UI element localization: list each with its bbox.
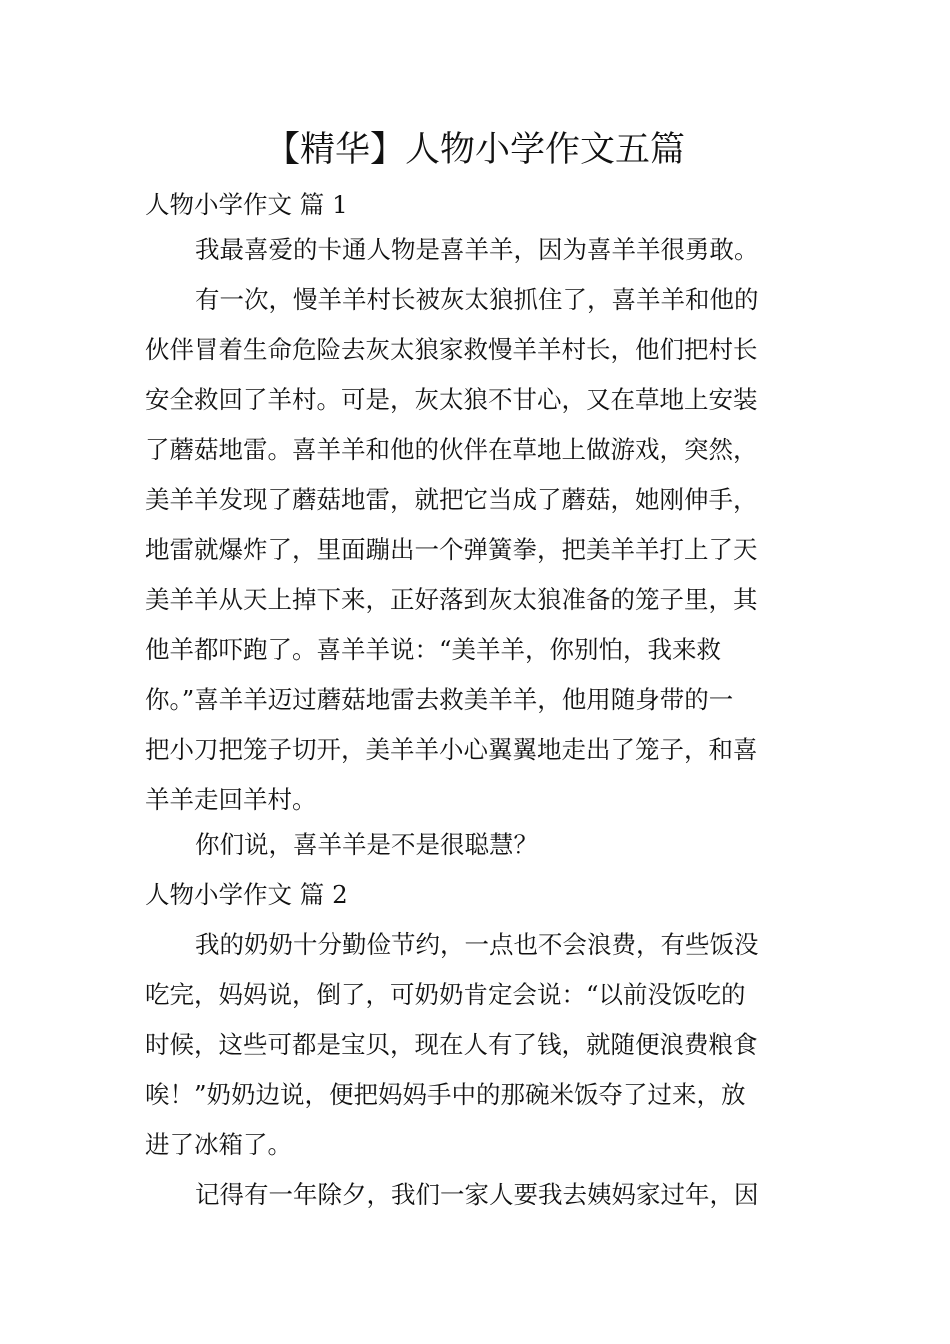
paragraph-line: 有一次，慢羊羊村长被灰太狼抓住了，喜羊羊和他的 [195, 285, 759, 314]
paragraph-line: 他羊都吓跑了。喜羊羊说：“美羊羊，你别怕，我来救 [145, 635, 722, 664]
paragraph-line: 羊羊走回羊村。 [145, 785, 317, 814]
paragraph-line: 时候，这些可都是宝贝，现在人有了钱，就随便浪费粮食 [145, 1030, 758, 1059]
paragraph-line: 你。”喜羊羊迈过蘑菇地雷去救美羊羊，他用随身带的一 [145, 685, 734, 714]
paragraph-line: 你们说，喜羊羊是不是很聪慧？ [195, 830, 538, 859]
paragraph-line: 了蘑菇地雷。喜羊羊和他的伙伴在草地上做游戏，突然， [145, 435, 758, 464]
paragraph-line: 伙伴冒着生命危险去灰太狼家救慢羊羊村长，他们把村长 [145, 335, 758, 364]
paragraph-line: 我最喜爱的卡通人物是喜羊羊，因为喜羊羊很勇敢。 [195, 235, 759, 264]
paragraph-line: 地雷就爆炸了，里面蹦出一个弹簧拳，把美羊羊打上了天 [145, 535, 758, 564]
paragraph-line: 吃完，妈妈说，倒了，可奶奶肯定会说：“以前没饭吃的 [145, 980, 746, 1009]
paragraph-line: 安全救回了羊村。可是，灰太狼不甘心，又在草地上安装 [145, 385, 758, 414]
paragraph-line: 美羊羊发现了蘑菇地雷，就把它当成了蘑菇，她刚伸手， [145, 485, 758, 514]
paragraph-line: 唉！”奶奶边说，便把妈妈手中的那碗米饭夺了过来，放 [145, 1080, 746, 1109]
section-heading-1: 人物小学作文 篇 1 [145, 190, 348, 219]
paragraph-line: 记得有一年除夕，我们一家人要我去姨妈家过年，因 [195, 1180, 759, 1209]
paragraph-line: 美羊羊从天上掉下来，正好落到灰太狼准备的笼子里，其 [145, 585, 758, 614]
paragraph-line: 进了冰箱了。 [145, 1130, 292, 1159]
section-heading-2: 人物小学作文 篇 2 [145, 880, 348, 909]
document-title: 【精华】人物小学作文五篇 [264, 130, 685, 170]
paragraph-line: 我的奶奶十分勤俭节约，一点也不会浪费，有些饭没 [195, 930, 759, 959]
paragraph-line: 把小刀把笼子切开，美羊羊小心翼翼地走出了笼子，和喜 [145, 735, 758, 764]
